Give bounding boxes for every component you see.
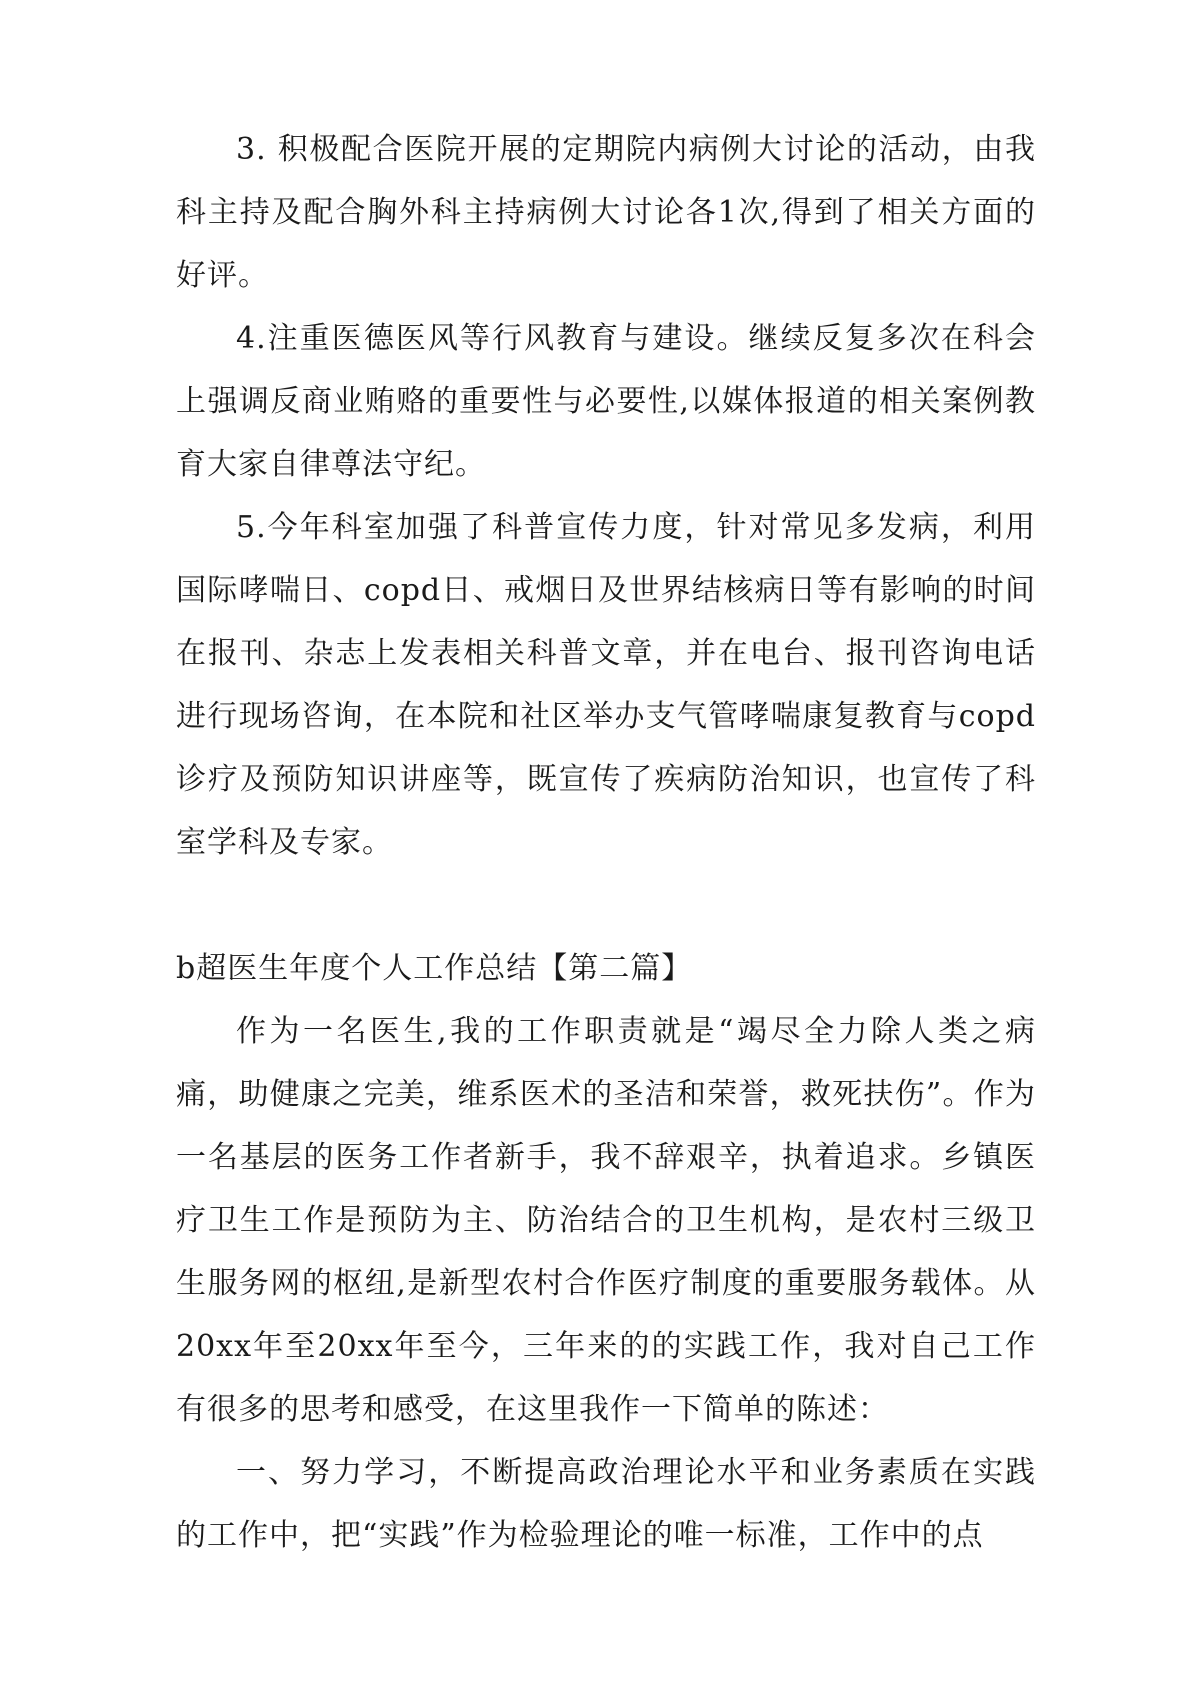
paragraph-item-4: 4.注重医德医风等行风教育与建设。继续反复多次在科会上强调反商业贿赂的重要性与必要性,以媒体报道的相关案例教育大家自律尊法守纪。 (176, 321, 1036, 482)
paragraph-intro: 作为一名医生,我的工作职责就是“竭尽全力除人类之病痛，助健康之完美，维系医术的圣洁和荣誉，救死扶伤”。作为一名基层的医务工作者新手，我不辞艰辛，执着追求。乡镇医疗卫生工作是预防为主、防治结合的卫生机构，是农村三级卫生服务网的枢纽,是新型农村合作医疗制度的重要服务载体。从20xx年至20xx年至今，三年来的的实践工作，我对自己工作有很多的思考和感受，在这里我作一下简单的陈述： (176, 1014, 1036, 1427)
paragraph-item-5: 5.今年科室加强了科普宣传力度，针对常见多发病，利用国际哮喘日、copd日、戒烟日及世界结核病日等有影响的时间在报刊、杂志上发表相关科普文章，并在电台、报刊咨询电话进行现场咨询，在本院和社区举办支气管哮喘康复教育与copd诊疗及预防知识讲座等，既宣传了疾病防治知识，也宣传了科室学科及专家。 (176, 510, 1036, 860)
document-page (176, 118, 1036, 1567)
paragraph-item-3: 3. 积极配合医院开展的定期院内病例大讨论的活动，由我科主持及配合胸外科主持病例大讨论各1次,得到了相关方面的好评。 (176, 132, 1036, 293)
section-heading: b超医生年度个人工作总结【第二篇】 (176, 951, 693, 986)
paragraph-point-1: 一、努力学习，不断提高政治理论水平和业务素质在实践的工作中，把“实践”作为检验理论的唯一标准，工作中的点 (176, 1455, 1036, 1553)
